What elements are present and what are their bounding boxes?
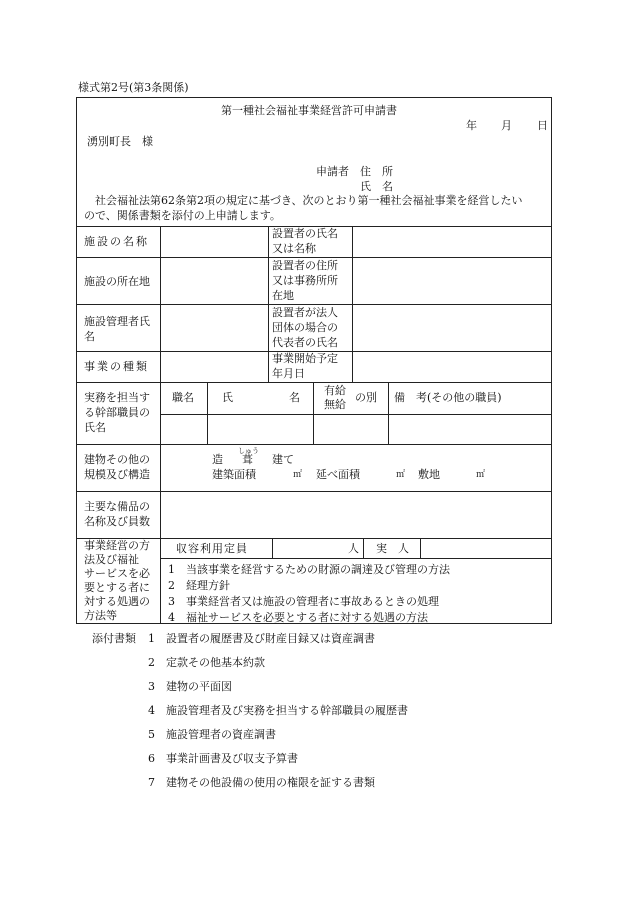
business-type-label: 事業の種類 bbox=[84, 360, 149, 373]
staff-unpaid-header: 無給 bbox=[324, 398, 346, 411]
total-area-label: 延べ面積 bbox=[316, 468, 360, 481]
attachment-item-5: 5 施設管理者の資産調書 bbox=[148, 728, 276, 741]
equipment-label-2: 名称及び員数 bbox=[84, 515, 150, 528]
form-title: 第一種社会福祉事業経営許可申請書 bbox=[221, 104, 397, 117]
start-date-label-1: 事業開始予定 bbox=[272, 352, 338, 365]
staff-remarks-header: 備 考(その他の職員) bbox=[394, 391, 502, 404]
intro-text-2: ので、関係書類を添付の上申請します。 bbox=[84, 209, 281, 222]
staff-label-2: る幹部職員の bbox=[84, 406, 150, 419]
manager-name-label-2: 名 bbox=[84, 330, 95, 343]
attachment-item-6: 6 事業計画書及び収支予算書 bbox=[148, 752, 298, 765]
representative-label-1: 設置者が法人 bbox=[272, 306, 338, 319]
method-item-2: 2 経理方針 bbox=[168, 579, 230, 592]
building-structure: 造 bbox=[212, 453, 223, 466]
methods-label-3: サービスを必 bbox=[84, 567, 150, 580]
method-item-1: 1 当該事業を経営するための財源の調達及び管理の方法 bbox=[168, 563, 450, 576]
addressee: 湧別町長 様 bbox=[87, 135, 153, 148]
building-label-2: 規模及び構造 bbox=[84, 468, 150, 481]
representative-label-2: 団体の場合の bbox=[272, 321, 338, 334]
attachment-item-3: 3 建物の平面図 bbox=[148, 680, 232, 693]
roof-ruby: しゅう bbox=[238, 447, 259, 455]
building-area-label: 建築面積 bbox=[212, 468, 256, 481]
applicant-label: 申請者 bbox=[316, 165, 349, 178]
attachment-item-1: 1 設置者の履歴書及び財産目録又は資産調書 bbox=[148, 632, 375, 645]
founder-name-label-1: 設置者の氏名 bbox=[272, 227, 338, 240]
roof-kanji: 葺 bbox=[242, 453, 253, 466]
staff-label-1: 実務を担当す bbox=[84, 391, 150, 404]
attachment-item-4: 4 施設管理者及び実務を担当する幹部職員の履歴書 bbox=[148, 704, 408, 717]
intro-text-1: 社会福祉法第62条第2項の規定に基づき、次のとおり第一種社会福祉事業を経営したい bbox=[95, 194, 523, 207]
date-year: 年 bbox=[466, 119, 477, 132]
method-item-4: 4 福祉サービスを必要とする者に対する処遇の方法 bbox=[168, 611, 428, 624]
staff-name-header-left: 氏 bbox=[222, 391, 233, 404]
manager-name-label-1: 施設管理者氏 bbox=[84, 315, 150, 328]
attachment-item-7: 7 建物その他設備の使用の権限を証する書類 bbox=[148, 776, 375, 789]
applicant-address-label: 住 所 bbox=[360, 165, 393, 178]
founder-address-label-3: 在地 bbox=[272, 289, 294, 302]
attachment-item-2: 2 定款その他基本約款 bbox=[148, 656, 265, 669]
building-label-1: 建物その他の bbox=[84, 453, 150, 466]
building-area-unit: ㎡ bbox=[293, 470, 303, 480]
method-item-3: 3 事業経営者又は施設の管理者に事故あるときの処理 bbox=[168, 595, 439, 608]
form-label: 様式第2号(第3条関係) bbox=[78, 81, 189, 94]
applicant-name-label: 氏 名 bbox=[360, 180, 393, 193]
facility-address-label: 施設の所在地 bbox=[84, 275, 150, 288]
date-month: 月 bbox=[501, 119, 512, 132]
site-unit: ㎡ bbox=[476, 470, 486, 480]
founder-address-label-2: 又は事務所所 bbox=[272, 274, 338, 287]
building-floors: 建て bbox=[272, 453, 294, 466]
methods-label-1: 事業経営の方 bbox=[84, 539, 150, 552]
founder-name-label-2: 又は名称 bbox=[272, 242, 316, 255]
founder-address-label-1: 設置者の住所 bbox=[272, 259, 338, 272]
methods-label-2: 法及び福祉 bbox=[84, 553, 139, 566]
capacity-unit: 人 bbox=[348, 542, 359, 555]
capacity-label: 収容利用定員 bbox=[176, 542, 248, 555]
staff-distinction-header: の別 bbox=[355, 391, 377, 404]
methods-label-6: 方法等 bbox=[84, 609, 117, 622]
attachments-label: 添付書類 bbox=[92, 632, 136, 645]
representative-label-3: 代表者の氏名 bbox=[272, 336, 338, 349]
methods-label-4: 要とする者に bbox=[84, 581, 150, 594]
staff-name-header-right: 名 bbox=[289, 391, 300, 404]
actual-label: 実 人 bbox=[376, 542, 409, 555]
staff-paid-header: 有給 bbox=[324, 384, 346, 397]
equipment-label-1: 主要な備品の bbox=[84, 500, 150, 513]
start-date-label-2: 年月日 bbox=[272, 367, 305, 380]
methods-label-5: 対する処遇の bbox=[84, 595, 150, 608]
site-label: 敷地 bbox=[418, 468, 440, 481]
date-day: 日 bbox=[537, 119, 548, 132]
staff-position-header: 職名 bbox=[172, 391, 194, 404]
staff-label-3: 氏名 bbox=[84, 421, 106, 434]
facility-name-label: 施設の名称 bbox=[84, 235, 149, 248]
total-area-unit: ㎡ bbox=[396, 470, 406, 480]
